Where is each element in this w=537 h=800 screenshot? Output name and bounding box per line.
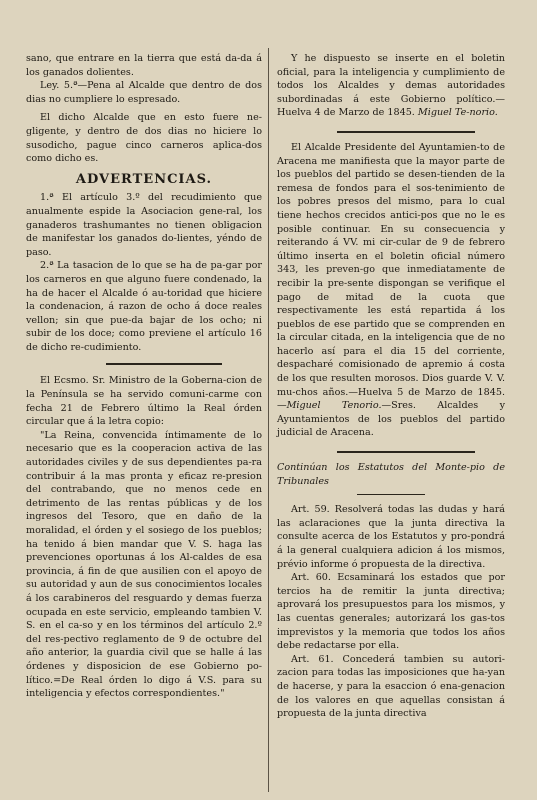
left-column xyxy=(26,52,262,701)
section-heading: ADVERTENCIAS. xyxy=(75,171,213,187)
article-60: Art. 60. Ecsaminará los estados que por tercios ha de remitir la junta directiva; aprovará los presupuestos para los mismos, y las cuentas generales; autorizará los gas-tos imprevistos y la memoria que todos los años debe redactarse por ella. xyxy=(277,572,505,652)
signature: —Miguel Tenorio. xyxy=(277,400,382,412)
paragraph-text: El Alcalde Presidente del Ayuntamien-to de Aracena me manifiesta que la mayor parte de los pueblos del partido se desen-tienden de la remesa de fondos para el sos-tenimiento de los pobres presos del mismo, para lo cual tiene hechos crecidos antici-pos que no le es posible continuar. En su consecuencia y reiterando á VV. mi cir-cular de 9 de febrero último inserta en el boletin oficial número 343, les preven-go que inmediatamente de recibir la pre-sente dispongan se verifique el pago de mitad de la cuota que respectivamente les está repartida á los pueblos de ese partido que se comprenden en la circular citada, en la inteligencia que de no hacerlo así para el dia 15 del corriente, despacharé comisionado de apremio á costa de los que resulten morosos. Dios guarde V. V. mu-chos años.—Huelva 5 de Marzo de 1845. xyxy=(277,141,505,398)
section-title: Continúan los Estatutos del Monte-pio de Tribunales xyxy=(277,462,505,487)
royal-order-quote: "La Reina, convencida íntimamente de lo necesario que es la cooperacion activa de las autoridades civiles y de sus dependientes pa-ra contribuir á la mas pronta y eficaz re-presion del contrabando, que no menos cede en detrimento de las rentas públicas y de los ingresos del Tesoro, que en daño de la moralidad, el órden y el sosiego de los pueblos; ha tenido á bien mandar que V. S. haga las prevenciones oportunas á los Al-caldes de esa provincia, á fin de que ausilien con el apoyo de su autoridad y aun de sus conocimientos locales á los carabineros del resguardo y demas fuerza ocupada en este servicio, empleando tambien V. S. en el ca-so y en los términos del artículo 2.º del res-pectivo reglamento de 9 de octubre del año anterior, la guardia civil que se halle á las órdenes y disposicion de ese Gobierno po-lítico.=De Real órden lo digo á V.S. para su inteligencia y efectos correspondientes." xyxy=(26,429,262,700)
advertencia-1: 1.ª El artículo 3.º del recudimiento que anualmente espide la Asociacion gene-ral, los ganaderos trashumantes no tienen obligacion de manifestar los ganados do-lientes, yéndo de paso. xyxy=(26,192,262,258)
paragraph: sano, que entrare en la tierra que está da-da á los ganados dolientes. xyxy=(26,53,262,78)
signature: Miguel Te-norio. xyxy=(417,107,498,119)
horizontal-rule xyxy=(106,363,222,365)
article-61: Art. 61. Concederá tambien su autori-zacion para todas las imposiciones que ha-yan de hacerse, y para la esaccion ó ena-genacion de los valores en que aquellas consistan á propuesta de la junta directiva xyxy=(277,653,505,720)
paragraph: El Ecsmo. Sr. Ministro de la Goberna-cion de la Península se ha servido comuni-carme con fecha 21 de Febrero último la Real órden circular que á la letra copio: xyxy=(26,375,262,428)
paragraph xyxy=(277,141,505,440)
column-divider xyxy=(268,48,269,792)
law-title: Ley. 5.ª—Pena al Alcalde que dentro de dos dias no cumpliere lo espresado. xyxy=(26,80,262,105)
paragraph xyxy=(277,52,505,120)
right-column xyxy=(277,52,505,721)
paragraph-text: Y he dispuesto se inserte en el boletin oficial, para la inteligencia y cumplimiento de todos los Alcaldes y demas autoridades subordinadas á este Gobierno político.—Huelva 4 de Marzo de 1845. xyxy=(277,53,505,119)
advertencia-2: 2.ª La tasacion de lo que se ha de pa-gar por los carneros en que alguno fuere condenado, la ha de hacer el Alcalde ó au-toridad que hiciere la condenacion, á razon de ocho á doce reales vellon; sin que pue-da bajar de los ocho; ni subir de los doce; como previene el artículo 16 de dicho re-cudimiento. xyxy=(26,260,262,353)
paragraph-text: —Sres. Alcaldes y Ayuntamientos de los pueblos del partido judicial de Aracena. xyxy=(277,400,505,439)
article-59: Art. 59. Resolverá todas las dudas y hará las aclaraciones que la junta directiva la consulte acerca de los Estatutos y pro-pondrá á la general cualquiera adicion á los mismos, prévio informe ó propuesta de la directiva. xyxy=(277,504,505,570)
paragraph: El dicho Alcalde que en esto fuere ne-gligente, y dentro de dos dias no hiciere lo susodicho, pague cinco carneros aplica-dos como dicho es. xyxy=(26,112,262,165)
horizontal-rule xyxy=(357,494,425,495)
horizontal-rule xyxy=(337,131,475,133)
horizontal-rule xyxy=(337,451,475,453)
